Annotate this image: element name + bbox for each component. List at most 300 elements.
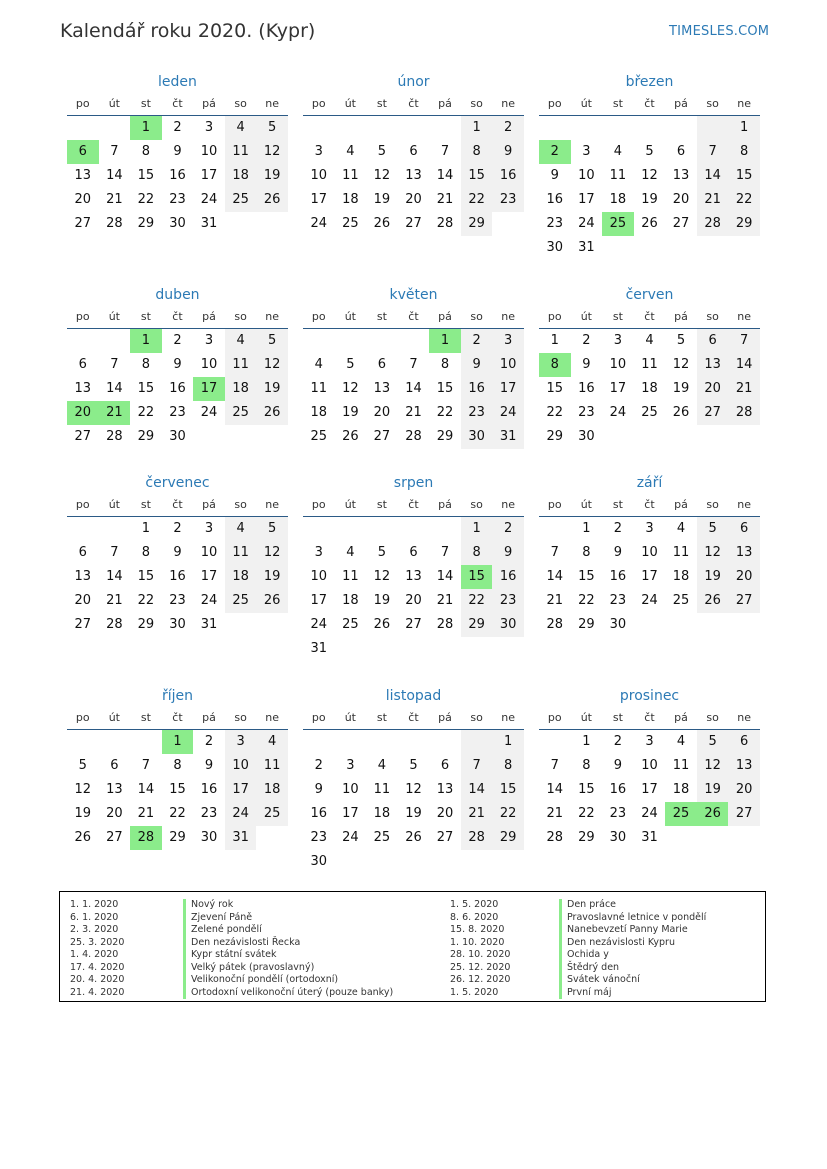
day-cell: 12 [697, 754, 729, 778]
weekday-label: pá [438, 711, 452, 724]
day-cell: 26 [641, 216, 658, 231]
empty-cell [303, 517, 335, 541]
day-grid [67, 517, 288, 637]
legend-date: 1. 4. 2020 [70, 949, 119, 960]
day-cell: 12 [74, 782, 92, 797]
legend-date: 6. 1. 2020 [70, 911, 119, 923]
day-cell: 15 [137, 381, 155, 396]
day-cell: 31 [200, 617, 218, 632]
legend-holiday-name: Kypr státní svátek [191, 949, 277, 960]
day-cell: 10 [492, 353, 524, 377]
day-cell: 11 [225, 140, 257, 164]
day-cell: 13 [373, 381, 391, 396]
empty-cell [99, 329, 131, 353]
month-name: březen [625, 74, 674, 90]
weekday-label: so [234, 711, 247, 724]
day-cell: 2 [613, 521, 623, 536]
weekday-label: st [376, 498, 387, 511]
weekday-label: ne [737, 498, 752, 511]
weekday-label: ne [265, 97, 280, 110]
empty-cell [99, 730, 131, 754]
weekday-label: po [311, 310, 326, 323]
legend-holiday-name: Nový rok [191, 899, 234, 910]
legend-names-right [559, 899, 706, 999]
day-cell: 22 [578, 593, 595, 608]
day-cell: 14 [728, 353, 760, 377]
month-name: leden [158, 74, 197, 90]
weekday-label: po [547, 310, 562, 323]
weekday-label: pá [202, 97, 216, 110]
day-cell: 22 [137, 593, 155, 608]
weekday-label: po [75, 498, 90, 511]
day-cell: 18 [225, 377, 257, 401]
day-cell: 2 [492, 116, 524, 140]
weekday-label: st [376, 97, 387, 110]
day-cell: 30 [169, 429, 186, 444]
day-cell: 15 [137, 569, 155, 584]
day-cell: 3 [225, 730, 257, 754]
holiday-day: 8 [539, 353, 571, 377]
day-cell: 17 [225, 778, 257, 802]
legend-dates-right [450, 899, 510, 999]
day-cell: 26 [373, 216, 391, 231]
weekday-label: út [580, 711, 592, 724]
day-cell: 20 [436, 806, 454, 821]
day-cell: 21 [461, 802, 493, 826]
weekday-label: pá [202, 711, 216, 724]
day-cell: 12 [672, 357, 690, 372]
day-cell: 13 [405, 168, 422, 183]
day-grid [539, 730, 760, 850]
empty-cell [67, 730, 99, 754]
day-cell: 5 [697, 730, 729, 754]
weekday-header [303, 494, 524, 517]
day-cell: 9 [173, 545, 182, 560]
day-cell: 23 [492, 589, 524, 613]
legend-date: 25. 3. 2020 [70, 936, 125, 948]
day-cell: 25 [225, 401, 257, 425]
day-cell: 19 [697, 565, 729, 589]
day-cell: 22 [461, 188, 493, 212]
day-cell: 8 [582, 545, 591, 560]
empty-cell [335, 329, 367, 353]
day-cell: 7 [728, 329, 760, 353]
day-cell: 13 [697, 353, 729, 377]
empty-cell [366, 517, 398, 541]
day-cell: 28 [106, 617, 123, 632]
legend-date: 1. 1. 2020 [70, 899, 119, 910]
month-květen [303, 284, 524, 449]
day-cell: 4 [225, 517, 257, 541]
month-březen [539, 71, 760, 260]
day-cell: 13 [74, 381, 92, 396]
empty-cell [634, 116, 666, 140]
day-cell: 18 [225, 565, 257, 589]
weekday-label: čt [408, 97, 419, 110]
day-cell: 5 [676, 333, 686, 348]
day-cell: 20 [373, 405, 391, 420]
legend-date: 2. 3. 2020 [70, 924, 119, 935]
day-cell: 31 [578, 240, 595, 255]
day-cell: 22 [137, 192, 155, 207]
day-cell: 16 [578, 381, 595, 396]
month-leden [67, 71, 288, 236]
month-říjen [67, 685, 288, 850]
day-cell: 11 [256, 754, 288, 778]
weekday-label: so [234, 498, 247, 511]
day-cell: 3 [582, 144, 591, 159]
day-cell: 19 [256, 377, 288, 401]
day-cell: 16 [169, 569, 186, 584]
day-cell: 16 [310, 806, 328, 821]
day-cell: 2 [173, 521, 182, 536]
weekday-label: pá [438, 97, 452, 110]
day-cell: 9 [550, 168, 559, 183]
day-cell: 14 [137, 782, 155, 797]
legend-date: 21. 4. 2020 [70, 986, 125, 998]
holiday-day: 15 [461, 565, 493, 589]
day-cell: 10 [342, 782, 359, 797]
weekday-label: po [75, 310, 90, 323]
day-cell: 9 [461, 353, 493, 377]
legend-date: 1. 10. 2020 [450, 936, 505, 948]
day-cell: 5 [377, 545, 387, 560]
weekday-label: so [706, 711, 719, 724]
day-cell: 1 [461, 116, 493, 140]
day-cell: 23 [578, 405, 595, 420]
day-cell: 7 [440, 144, 450, 159]
day-cell: 10 [641, 758, 658, 773]
day-cell: 12 [405, 782, 422, 797]
day-cell: 1 [461, 517, 493, 541]
weekday-label: po [547, 97, 562, 110]
day-cell: 8 [728, 140, 760, 164]
day-cell: 19 [373, 192, 391, 207]
empty-cell [303, 329, 335, 353]
holiday-day: 6 [67, 140, 99, 164]
day-cell: 18 [342, 192, 359, 207]
day-cell: 29 [578, 617, 595, 632]
day-cell: 2 [173, 120, 182, 135]
day-cell: 10 [200, 545, 218, 560]
day-cell: 3 [204, 521, 214, 536]
day-cell: 19 [74, 806, 92, 821]
day-cell: 9 [613, 545, 623, 560]
day-cell: 21 [728, 377, 760, 401]
day-cell: 9 [314, 782, 323, 797]
day-cell: 13 [728, 541, 760, 565]
day-cell: 10 [310, 168, 328, 183]
legend-date: 20. 4. 2020 [70, 974, 125, 985]
day-cell: 6 [676, 144, 686, 159]
empty-cell [398, 329, 430, 353]
day-cell: 1 [492, 730, 524, 754]
weekday-label: pá [438, 310, 452, 323]
day-cell: 12 [342, 381, 359, 396]
day-cell: 26 [256, 401, 288, 425]
day-cell: 16 [200, 782, 218, 797]
day-cell: 19 [373, 593, 391, 608]
day-cell: 1 [582, 734, 591, 749]
holiday-day: 2 [539, 140, 571, 164]
weekday-label: so [706, 97, 719, 110]
day-cell: 22 [728, 188, 760, 212]
weekday-label: út [108, 498, 120, 511]
day-cell: 16 [492, 565, 524, 589]
day-cell: 3 [613, 333, 623, 348]
legend-holiday-name: Ortodoxní velikonoční úterý (pouze banky) [191, 986, 394, 998]
day-cell: 22 [436, 405, 454, 420]
day-cell: 17 [200, 168, 218, 183]
day-cell: 14 [546, 569, 564, 584]
day-cell: 25 [310, 429, 328, 444]
day-cell: 4 [314, 357, 323, 372]
day-cell: 31 [225, 826, 257, 850]
day-cell: 24 [200, 192, 218, 207]
day-cell: 12 [373, 569, 391, 584]
month-name: duben [155, 287, 200, 303]
day-cell: 20 [728, 778, 760, 802]
weekday-label: út [344, 97, 356, 110]
day-cell: 3 [645, 521, 654, 536]
month-name: říjen [161, 688, 194, 704]
empty-cell [398, 116, 430, 140]
weekday-label: so [470, 498, 483, 511]
page-title: Kalendář roku 2020. (Kypr) [60, 20, 316, 42]
day-cell: 8 [173, 758, 182, 773]
day-cell: 10 [310, 569, 328, 584]
day-cell: 23 [169, 593, 186, 608]
legend-holiday-name: Velký pátek (pravoslavný) [191, 961, 315, 973]
day-cell: 31 [310, 641, 328, 656]
weekday-label: pá [674, 310, 688, 323]
weekday-label: čt [644, 310, 655, 323]
empty-cell [665, 116, 697, 140]
day-cell: 12 [256, 353, 288, 377]
empty-cell [335, 517, 367, 541]
day-cell: 17 [609, 381, 627, 396]
weekday-label: pá [202, 498, 216, 511]
day-cell: 26 [672, 405, 690, 420]
day-cell: 20 [74, 192, 92, 207]
day-cell: 27 [697, 401, 729, 425]
day-cell: 28 [697, 212, 729, 236]
day-cell: 5 [256, 116, 288, 140]
empty-cell [398, 517, 430, 541]
day-cell: 8 [440, 357, 450, 372]
empty-cell [67, 517, 99, 541]
day-cell: 10 [609, 357, 627, 372]
day-cell: 4 [346, 144, 355, 159]
weekday-label: út [580, 97, 592, 110]
day-cell: 14 [106, 569, 123, 584]
day-cell: 9 [492, 140, 524, 164]
day-cell: 26 [74, 830, 92, 845]
day-cell: 6 [110, 758, 119, 773]
day-cell: 19 [342, 405, 359, 420]
day-cell: 20 [106, 806, 123, 821]
day-cell: 13 [74, 168, 92, 183]
legend-date: 17. 4. 2020 [70, 961, 125, 973]
day-cell: 26 [405, 830, 422, 845]
day-cell: 9 [492, 541, 524, 565]
day-cell: 6 [377, 357, 387, 372]
day-cell: 3 [314, 545, 323, 560]
day-cell: 21 [546, 593, 564, 608]
day-cell: 16 [169, 381, 186, 396]
day-cell: 12 [256, 541, 288, 565]
empty-cell [366, 730, 398, 754]
day-cell: 10 [200, 357, 218, 372]
day-cell: 17 [641, 782, 658, 797]
day-cell: 11 [225, 353, 257, 377]
weekday-label: čt [172, 711, 183, 724]
day-cell: 6 [728, 730, 760, 754]
legend-holiday-name: Nanebevzetí Panny Marie [567, 924, 688, 935]
day-cell: 9 [582, 357, 591, 372]
day-cell: 2 [492, 517, 524, 541]
day-cell: 25 [373, 830, 391, 845]
weekday-header [67, 93, 288, 116]
day-cell: 10 [225, 754, 257, 778]
weekday-label: pá [674, 711, 688, 724]
day-cell: 5 [645, 144, 654, 159]
day-cell: 13 [405, 569, 422, 584]
empty-cell [602, 116, 634, 140]
day-cell: 22 [169, 806, 186, 821]
day-cell: 7 [461, 754, 493, 778]
weekday-label: ne [265, 711, 280, 724]
legend-holiday-name: Den nezávislosti Kypru [567, 936, 675, 948]
day-cell: 24 [492, 401, 524, 425]
day-cell: 27 [74, 429, 92, 444]
weekday-label: po [311, 711, 326, 724]
day-cell: 17 [342, 806, 359, 821]
day-cell: 21 [436, 593, 454, 608]
day-grid [303, 730, 524, 874]
day-cell: 9 [204, 758, 214, 773]
day-cell: 14 [461, 778, 493, 802]
day-cell: 21 [137, 806, 155, 821]
day-cell: 26 [373, 617, 391, 632]
day-cell: 3 [492, 329, 524, 353]
day-cell: 8 [141, 545, 151, 560]
day-cell: 14 [436, 569, 454, 584]
weekday-label: st [140, 498, 151, 511]
day-cell: 5 [346, 357, 355, 372]
day-cell: 27 [106, 830, 123, 845]
day-cell: 24 [578, 216, 595, 231]
day-cell: 26 [256, 188, 288, 212]
weekday-label: st [612, 498, 623, 511]
day-cell: 31 [492, 425, 524, 449]
day-cell: 18 [641, 381, 658, 396]
day-cell: 5 [377, 144, 387, 159]
brand-link[interactable]: TIMESLES.COM [669, 24, 770, 39]
empty-cell [67, 329, 99, 353]
day-cell: 27 [373, 429, 391, 444]
day-cell: 28 [728, 401, 760, 425]
day-cell: 29 [436, 429, 454, 444]
day-cell: 6 [409, 144, 418, 159]
day-grid [539, 517, 760, 637]
weekday-label: so [470, 97, 483, 110]
day-cell: 13 [728, 754, 760, 778]
day-cell: 28 [546, 830, 564, 845]
legend-holiday-name: Svátek vánoční [567, 974, 640, 985]
empty-cell [571, 116, 603, 140]
month-duben [67, 284, 288, 449]
day-cell: 28 [436, 216, 454, 231]
day-cell: 14 [436, 168, 454, 183]
day-cell: 13 [436, 782, 454, 797]
weekday-label: st [612, 97, 623, 110]
legend-holiday-name: První máj [567, 986, 612, 998]
day-cell: 9 [173, 144, 182, 159]
month-name: srpen [393, 475, 434, 491]
day-cell: 15 [578, 782, 595, 797]
day-grid [303, 517, 524, 661]
month-name: prosinec [619, 688, 680, 704]
day-cell: 11 [342, 569, 359, 584]
legend-holiday-name: Velikonoční pondělí (ortodoxní) [191, 974, 339, 985]
day-cell: 29 [492, 826, 524, 850]
legend-holiday-name: Den nezávislosti Řecka [191, 936, 301, 948]
day-cell: 5 [256, 329, 288, 353]
weekday-label: čt [172, 498, 183, 511]
day-cell: 14 [106, 168, 123, 183]
day-cell: 24 [200, 593, 218, 608]
day-cell: 15 [546, 381, 564, 396]
weekday-header [303, 707, 524, 730]
weekday-label: čt [644, 97, 655, 110]
day-cell: 1 [141, 521, 151, 536]
day-grid [67, 730, 288, 850]
day-cell: 1 [728, 116, 760, 140]
day-cell: 18 [672, 569, 690, 584]
weekday-label: po [311, 498, 326, 511]
day-cell: 15 [137, 168, 155, 183]
legend-names-left [183, 899, 393, 999]
weekday-label: st [376, 310, 387, 323]
day-cell: 23 [492, 188, 524, 212]
day-cell: 30 [546, 240, 564, 255]
empty-cell [303, 730, 335, 754]
day-cell: 15 [492, 778, 524, 802]
day-cell: 26 [342, 429, 359, 444]
day-grid [67, 329, 288, 449]
month-prosinec [539, 685, 760, 850]
day-cell: 4 [225, 116, 257, 140]
month-name: září [636, 475, 663, 491]
day-cell: 29 [137, 216, 155, 231]
day-cell: 7 [550, 545, 559, 560]
day-cell: 27 [405, 617, 422, 632]
weekday-header [303, 93, 524, 116]
legend-date: 28. 10. 2020 [450, 949, 511, 960]
day-cell: 22 [461, 589, 493, 613]
day-cell: 15 [578, 569, 595, 584]
day-cell: 23 [200, 806, 218, 821]
day-grid [539, 116, 760, 260]
weekday-header [539, 494, 760, 517]
day-cell: 18 [342, 593, 359, 608]
day-cell: 19 [256, 164, 288, 188]
day-cell: 27 [436, 830, 454, 845]
month-name: únor [397, 74, 430, 90]
weekday-header [67, 707, 288, 730]
month-listopad [303, 685, 524, 874]
